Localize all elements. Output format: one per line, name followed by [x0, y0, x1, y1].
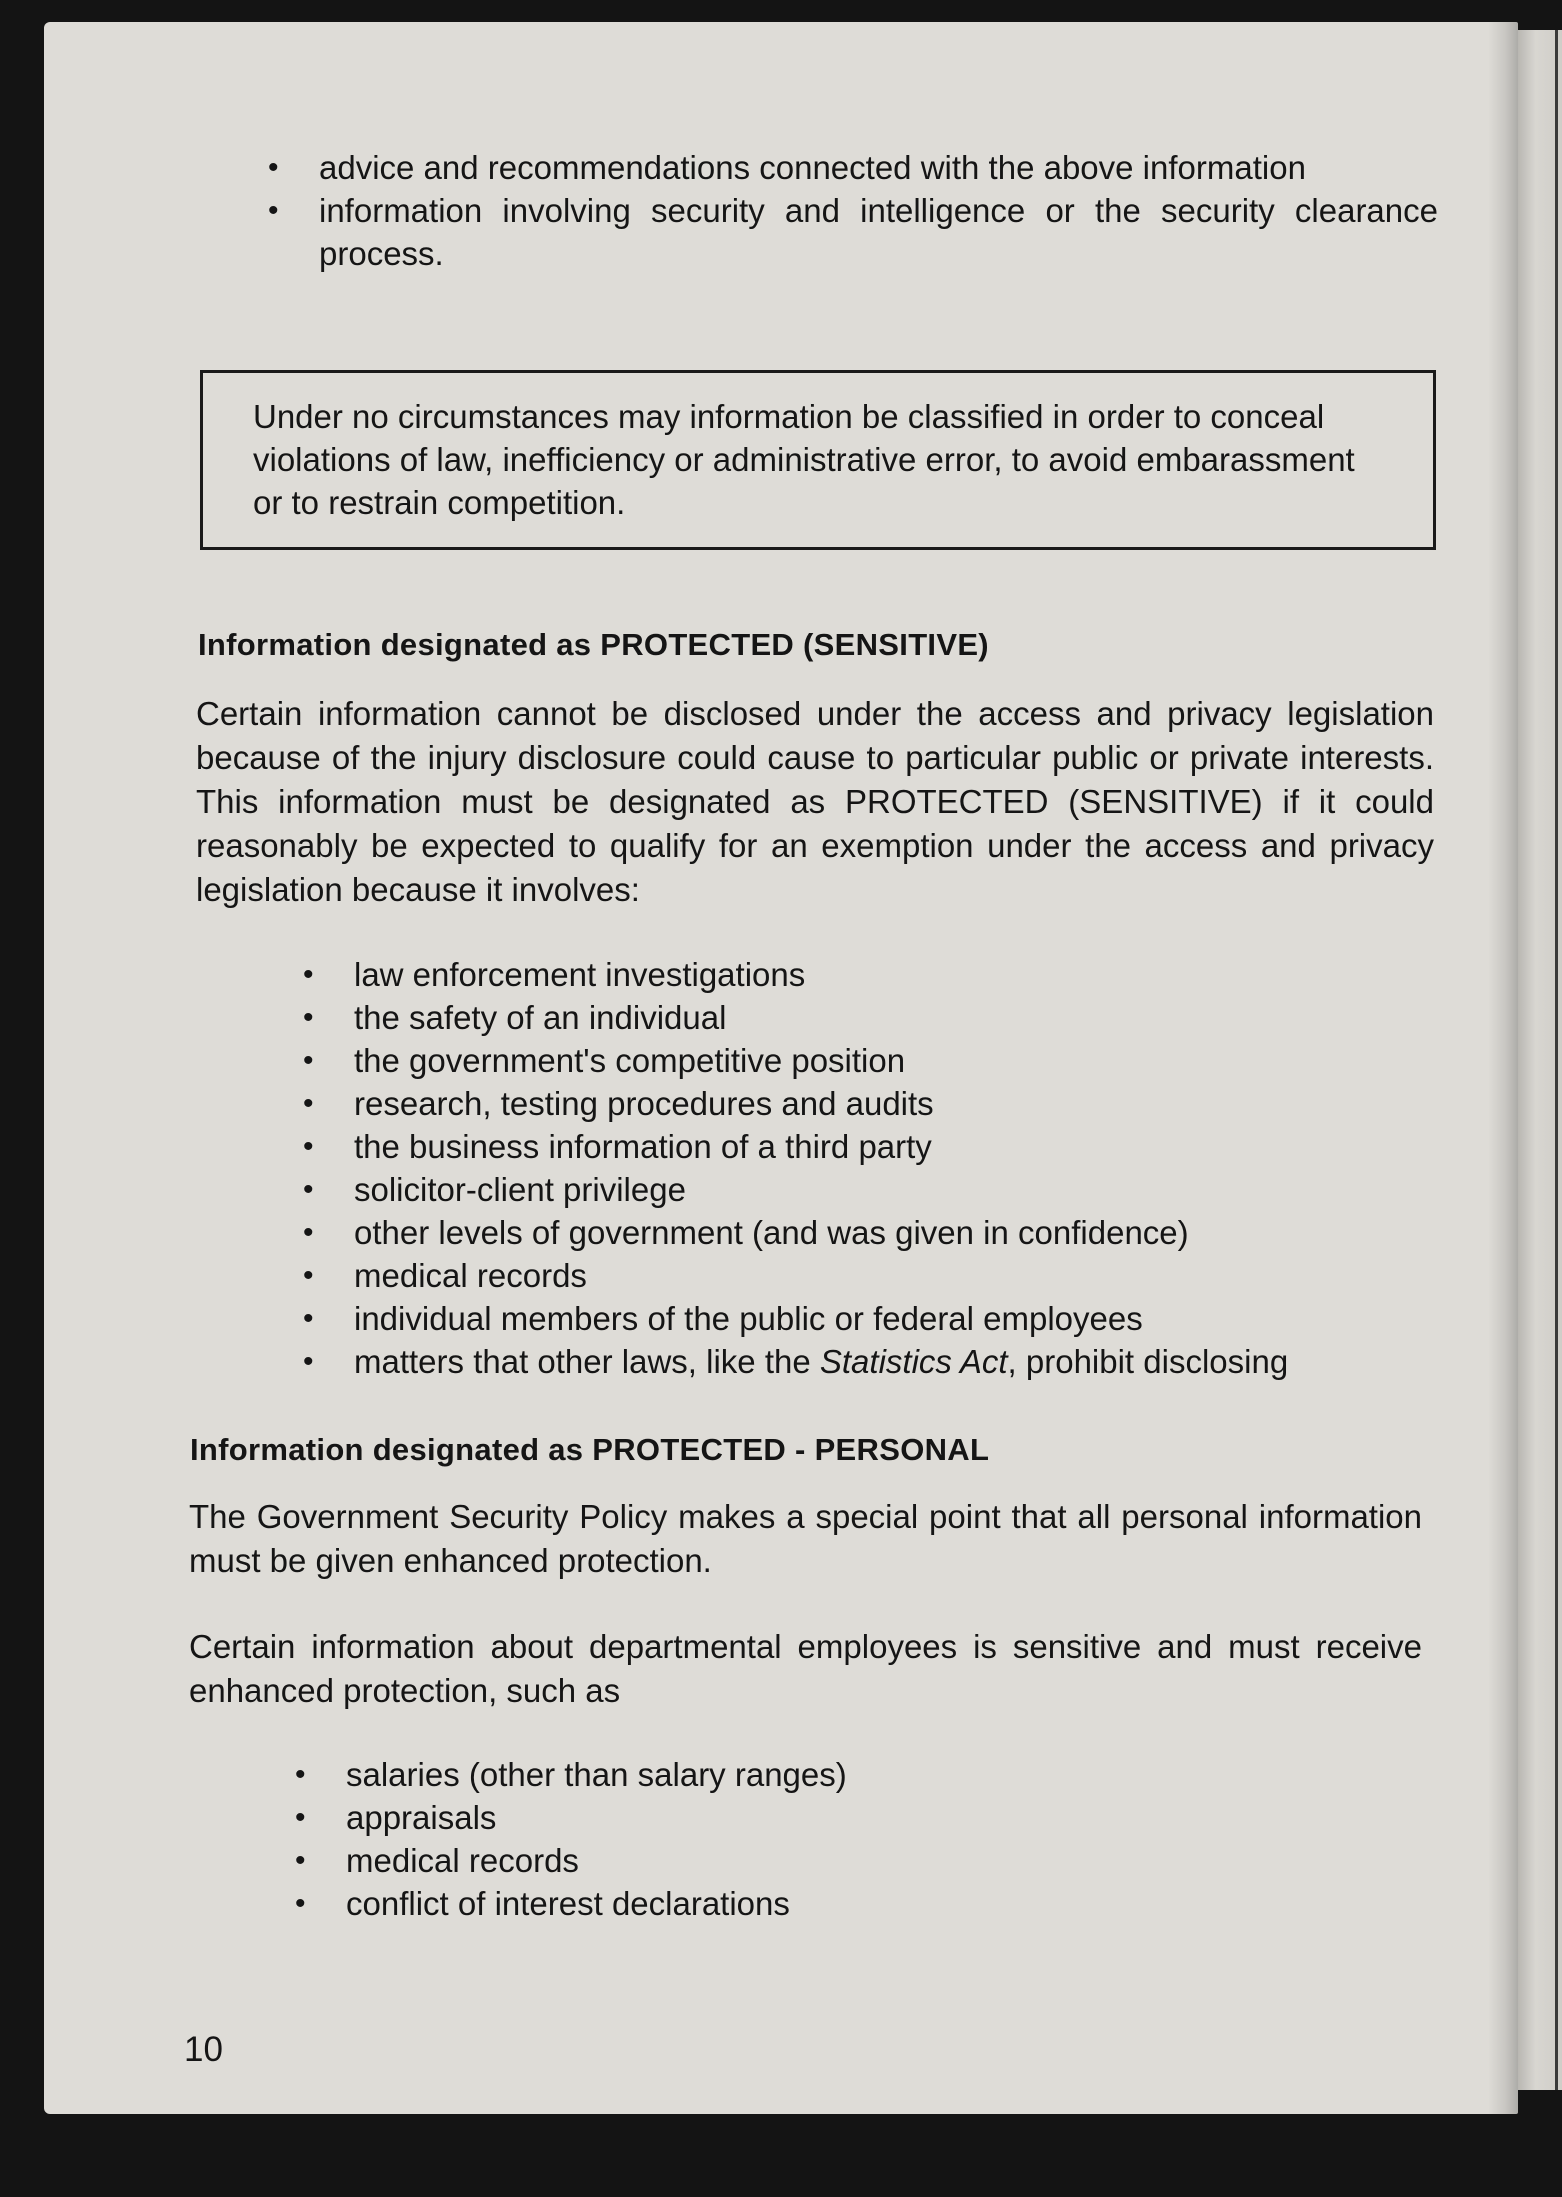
list-item: [303, 1168, 1433, 1211]
adjacent-page-edge: [1518, 30, 1562, 2090]
list-item: [303, 1340, 1433, 1383]
list-item-text: the business information of a third party: [354, 1128, 932, 1165]
section-heading-sensitive: Information designated as PROTECTED (SENSITIVE): [198, 627, 989, 662]
list-item: [303, 996, 1433, 1039]
list-item: [303, 1039, 1433, 1082]
list-item-text: research, testing procedures and audits: [354, 1085, 934, 1122]
bullet-icon: •: [295, 1801, 306, 1834]
list-item-text: conflict of interest declarations: [346, 1885, 790, 1922]
bullet-icon: •: [303, 1001, 314, 1034]
list-item-text: law enforcement investigations: [354, 956, 806, 993]
bullet-icon: •: [303, 1345, 314, 1378]
list-item: [268, 189, 1438, 275]
list-item-text-after: , prohibit disclosing: [1007, 1343, 1289, 1380]
list-item-text: appraisals: [346, 1799, 497, 1836]
sensitive-paragraph: Certain information cannot be disclosed under the access and privacy legislation because of the injury disclosure could cause to particular public or private interests. This information must be designated as PROTECTED (SENSITIVE) if it could reasonably be expected to qualify for an exemption under the access and privacy legislation because it involves:: [196, 695, 1434, 908]
list-item: [303, 1082, 1433, 1125]
list-item-text: other levels of government (and was given in confidence): [354, 1214, 1189, 1251]
list-item-text: advice and recommendations connected with the above information: [319, 149, 1306, 186]
bullet-icon: •: [303, 1259, 314, 1292]
list-item: [295, 1796, 1395, 1839]
bullet-icon: •: [303, 1302, 314, 1335]
list-item-text: the safety of an individual: [354, 999, 727, 1036]
list-item: [268, 146, 1438, 189]
list-item-text: individual members of the public or federal employees: [354, 1300, 1143, 1337]
list-item: [303, 1297, 1433, 1340]
page-fold-line: [1555, 30, 1558, 2090]
list-item: [303, 1254, 1433, 1297]
bullet-icon: •: [303, 958, 314, 991]
document-page: [44, 22, 1518, 2114]
list-item: [303, 1125, 1433, 1168]
list-item-text: the government's competitive position: [354, 1042, 906, 1079]
list-item-text: salaries (other than salary ranges): [346, 1756, 847, 1793]
list-item-text: medical records: [346, 1842, 579, 1879]
bullet-icon: •: [303, 1130, 314, 1163]
list-item-text: medical records: [354, 1257, 587, 1294]
section-heading-personal: Information designated as PROTECTED - PERSONAL: [190, 1432, 990, 1467]
list-item: [295, 1882, 1395, 1925]
notice-text: Under no circumstances may information be classified in order to conceal violations of law, inefficiency or administrative error, to avoid embarassment or to restrain competition.: [253, 398, 1355, 521]
list-item-text: solicitor-client privilege: [354, 1171, 686, 1208]
list-item: [303, 1211, 1433, 1254]
list-item-text-before: matters that other laws, like the: [354, 1343, 820, 1380]
bullet-icon: •: [268, 194, 279, 227]
list-item-text: information involving security and intelligence or the security clearance process.: [319, 192, 1438, 272]
list-item: [303, 953, 1433, 996]
bullet-icon: •: [295, 1758, 306, 1791]
statute-title: Statistics Act: [819, 1343, 1008, 1380]
bullet-icon: •: [295, 1844, 306, 1877]
bullet-icon: •: [303, 1173, 314, 1206]
bullet-icon: •: [303, 1044, 314, 1077]
bullet-icon: •: [268, 151, 279, 184]
bullet-icon: •: [295, 1887, 306, 1920]
top-bullet-list: [268, 146, 1438, 275]
personal-paragraph-2: Certain information about departmental employees is sensitive and must receive enhanced protection, such as: [189, 1628, 1422, 1709]
bullet-icon: •: [303, 1216, 314, 1249]
personal-paragraph-1: The Government Security Policy makes a special point that all personal information must be given enhanced protection.: [189, 1498, 1422, 1579]
bullet-icon: •: [303, 1087, 314, 1120]
page-number: 10: [184, 2030, 223, 2069]
list-item: [295, 1753, 1395, 1796]
sensitive-bullet-list: [303, 953, 1433, 1383]
personal-bullet-list: [295, 1753, 1395, 1925]
list-item: [295, 1839, 1395, 1882]
notice-box: [200, 370, 1436, 550]
